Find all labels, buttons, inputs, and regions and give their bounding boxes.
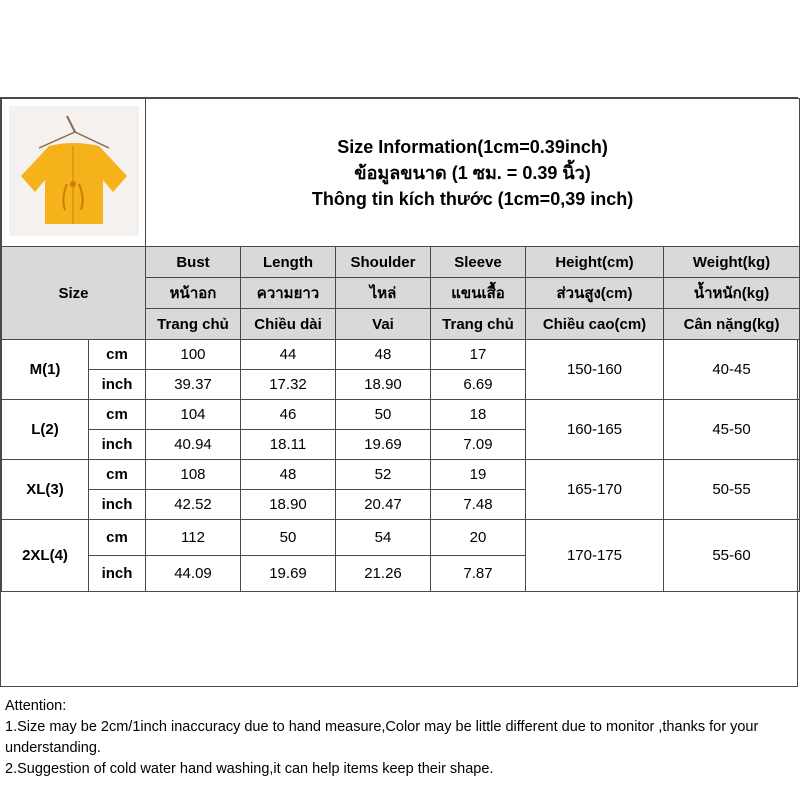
col-header-length-th: ความยาว [241, 278, 336, 309]
col-header-shoulder-th: ไหล่ [336, 278, 431, 309]
cell-shoulder-cm: 54 [336, 520, 431, 556]
cell-shoulder-inch: 18.90 [336, 370, 431, 400]
cell-bust-cm: 112 [146, 520, 241, 556]
cell-length-inch: 17.32 [241, 370, 336, 400]
title-th: ข้อมูลขนาด (1 ซม. = 0.39 นิ้ว) [354, 162, 591, 183]
cell-shoulder-inch: 20.47 [336, 490, 431, 520]
cell-sleeve-inch: 7.09 [431, 430, 526, 460]
cell-shoulder-inch: 21.26 [336, 556, 431, 592]
title-en: Size Information(1cm=0.39inch) [337, 136, 608, 157]
cell-shoulder-inch: 19.69 [336, 430, 431, 460]
unit-inch: inch [89, 556, 146, 592]
cell-bust-inch: 44.09 [146, 556, 241, 592]
cell-sleeve-cm: 20 [431, 520, 526, 556]
cell-bust-inch: 39.37 [146, 370, 241, 400]
size-label-xl: XL(3) [2, 460, 89, 520]
cell-bust-cm: 108 [146, 460, 241, 490]
cell-bust-inch: 40.94 [146, 430, 241, 460]
unit-inch: inch [89, 370, 146, 400]
attention-heading: Attention: [5, 698, 67, 714]
cell-length-inch: 18.90 [241, 490, 336, 520]
col-header-bust: Bust [146, 247, 241, 278]
size-chart [0, 97, 798, 777]
cell-shoulder-cm: 50 [336, 400, 431, 430]
table-row [2, 460, 800, 490]
table-row [2, 520, 800, 556]
title-block [146, 99, 800, 247]
col-header-shoulder-vi: Vai [336, 309, 431, 340]
attention-note-1: 1.Size may be 2cm/1inch inaccuracy due to hand measure,Color may be little different due to monitor ,thanks for your understanding. [5, 719, 759, 756]
size-table [1, 98, 800, 592]
table-row [2, 340, 800, 370]
cell-bust-inch: 42.52 [146, 490, 241, 520]
unit-cm: cm [89, 400, 146, 430]
cell-sleeve-inch: 7.48 [431, 490, 526, 520]
col-header-weight-th: น้ำหนัก(kg) [664, 278, 800, 309]
cell-height: 165-170 [526, 460, 664, 520]
col-header-weight-vi: Cân nặng(kg) [664, 309, 800, 340]
col-header-length: Length [241, 247, 336, 278]
product-photo [2, 99, 146, 247]
unit-inch: inch [89, 490, 146, 520]
col-header-height: Height(cm) [526, 247, 664, 278]
unit-cm: cm [89, 460, 146, 490]
cell-weight: 50-55 [664, 460, 800, 520]
cell-sleeve-cm: 17 [431, 340, 526, 370]
cell-weight: 55-60 [664, 520, 800, 592]
col-header-sleeve-vi: Trang chủ [431, 309, 526, 340]
col-header-sleeve: Sleeve [431, 247, 526, 278]
cell-length-inch: 19.69 [241, 556, 336, 592]
col-header-height-vi: Chiều cao(cm) [526, 309, 664, 340]
cell-bust-cm: 100 [146, 340, 241, 370]
cell-shoulder-cm: 52 [336, 460, 431, 490]
table-row [2, 400, 800, 430]
attention-notes [5, 696, 795, 780]
cell-weight: 40-45 [664, 340, 800, 400]
cell-shoulder-cm: 48 [336, 340, 431, 370]
col-header-sleeve-th: แขนเสื้อ [431, 278, 526, 309]
cell-bust-cm: 104 [146, 400, 241, 430]
cell-sleeve-cm: 19 [431, 460, 526, 490]
attention-note-2: 2.Suggestion of cold water hand washing,it can help items keep their shape. [5, 761, 494, 777]
cell-sleeve-inch: 6.69 [431, 370, 526, 400]
col-header-bust-vi: Trang chủ [146, 309, 241, 340]
col-header-height-th: ส่วนสูง(cm) [526, 278, 664, 309]
cell-sleeve-cm: 18 [431, 400, 526, 430]
col-header-length-vi: Chiều dài [241, 309, 336, 340]
col-header-shoulder: Shoulder [336, 247, 431, 278]
cell-weight: 45-50 [664, 400, 800, 460]
size-heading: Size [2, 247, 146, 340]
size-label-2xl: 2XL(4) [2, 520, 89, 592]
cell-length-cm: 50 [241, 520, 336, 556]
cell-height: 170-175 [526, 520, 664, 592]
cell-sleeve-inch: 7.87 [431, 556, 526, 592]
cell-length-cm: 46 [241, 400, 336, 430]
cell-length-inch: 18.11 [241, 430, 336, 460]
size-label-l: L(2) [2, 400, 89, 460]
cell-height: 150-160 [526, 340, 664, 400]
unit-cm: cm [89, 520, 146, 556]
cell-height: 160-165 [526, 400, 664, 460]
cell-length-cm: 48 [241, 460, 336, 490]
yellow-blouse-icon [9, 106, 139, 236]
size-label-m: M(1) [2, 340, 89, 400]
unit-inch: inch [89, 430, 146, 460]
col-header-bust-th: หน้าอก [146, 278, 241, 309]
unit-cm: cm [89, 340, 146, 370]
cell-length-cm: 44 [241, 340, 336, 370]
col-header-weight: Weight(kg) [664, 247, 800, 278]
title-vi: Thông tin kích thước (1cm=0,39 inch) [311, 188, 634, 209]
